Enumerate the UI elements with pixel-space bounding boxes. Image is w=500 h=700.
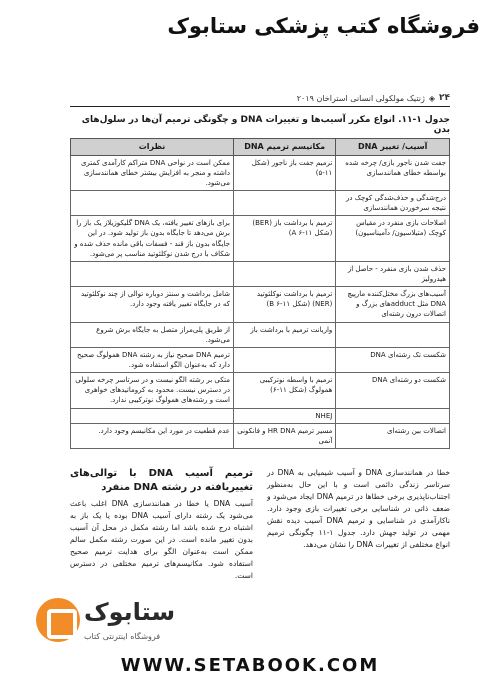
table-row <box>71 322 450 347</box>
table-caption: جدول ۱-۱۱. انواع مکرر آسیب‌ها و تغییرات DNA و چگونگی ترمیم آن‌ها در سلول‌های بدن <box>81 115 450 135</box>
header-divider <box>70 106 450 107</box>
cell-damage-type: آسیب‌های بزرگ مختل‌کننده مارپیچ DNA مثل adduct‌های بزرگ و اتصالات درون رشته‌ای <box>336 287 450 322</box>
setabook-logo <box>36 598 176 648</box>
cell-mechanism <box>233 347 335 372</box>
book-page <box>70 93 450 582</box>
table-row <box>71 261 450 286</box>
body-paragraph: خطا در همانندسازی DNA و آسیب شیمیایی به DNA در سرتاسر زندگی دائمی است و با این حال به‌منظور اجتناب‌ناپذیری برخی خطاها در ترمیم DNA ایجاد می‌شود و ضعف ذاتی در شناسایی برخی تغییرات بازی وجود دارد. ناکارآمدی در شناسایی و ترمیم DNA آسیب دیده نقش مهمی در تولید جهش دارد. جدول ۱-۱۱ چگونگی ترمیم انواع مختلفی از تغییرات DNA را نشان می‌دهد. <box>267 467 451 549</box>
cell-mechanism: NHEJ <box>233 408 335 423</box>
table-row <box>71 287 450 322</box>
cell-damage-type: اصلاحات بازی منفرد در مقیاس کوچک (متیلاسیون/ دآمیناسیون) <box>336 216 450 262</box>
body-text <box>70 467 450 582</box>
cell-notes: ممکن است در نواحی DNA متراکم کارآمدی کمتری داشته و منجر به افزایش بیشتر خطای همانندسازی می‌شود. <box>71 155 234 190</box>
cell-notes: ترمیم DNA صحیح نیاز به رشته DNA همولوگ صحیح دارد که به‌عنوان الگو استفاده شود. <box>71 347 234 372</box>
body-column-left <box>70 467 253 582</box>
cell-damage-type: حذف شدن بازی منفرد - حاصل از هیدرولیز <box>336 261 450 286</box>
table-row <box>71 155 450 190</box>
section-heading: ترمیم آسیب DNA با توالی‌های تغییریافته در رشته DNA منفرد <box>70 467 253 493</box>
cell-notes: عدم قطعیت در مورد این مکانیسم وجود دارد. <box>71 423 234 448</box>
cell-damage-type <box>336 322 450 347</box>
cell-notes: از طریق پلی‌مراز متصل به جایگاه برش شروع می‌شود. <box>71 322 234 347</box>
cell-notes <box>71 408 234 423</box>
cell-damage-type <box>336 408 450 423</box>
cell-notes <box>71 261 234 286</box>
site-url: WWW.SETABOOK.COM <box>120 655 380 676</box>
cell-mechanism: ترمیم با برداشت باز (BER) (شکل ۱۱-۶ A) <box>233 216 335 262</box>
header-notes: نظرات <box>71 139 234 156</box>
body-column-right <box>267 467 450 582</box>
header-mechanism: مکانیسم ترمیم DNA <box>233 139 335 156</box>
logo-tagline: فروشگاه اینترنتی کتاب <box>84 632 161 641</box>
table-row <box>71 373 450 408</box>
cell-notes: برای بازهای تغییر یافته، یک DNA گلیکوزیلاز یک باز را برش می‌دهد تا جایگاه بدون باز تولید شود. در این جایگاه بدون باز قند - فسفات باقی مانده حذف شده و شکاف با درج شدن نوکلئوتید مناسب پر می‌شود. <box>71 216 234 262</box>
dna-repair-table <box>70 138 450 449</box>
book-badge-icon <box>36 598 80 642</box>
table-row <box>71 423 450 448</box>
cell-damage-type: درج‌شدگی و حذف‌شدگی کوچک در نتیجه سرخوردن همانندسازی <box>336 191 450 216</box>
table-row <box>71 408 450 423</box>
cell-mechanism: مسیر ترمیم HR DNA و فانکونی آنمی <box>233 423 335 448</box>
cell-damage-type: شکست تک رشته‌ای DNA <box>336 347 450 372</box>
header-damage-type: آسیب/ تغییر DNA <box>336 139 450 156</box>
cell-notes: شامل برداشت و سنتز دوباره توالی از چند نوکلئوتید که در جایگاه تغییر یافته وجود دارد. <box>71 287 234 322</box>
table-header-row <box>71 139 450 156</box>
cell-damage-type: جفت شدن ناجور بازی/ چرخه شده بواسطه خطای همانندسازی <box>336 155 450 190</box>
cell-damage-type: اتصالات بین رشته‌ای <box>336 423 450 448</box>
cell-mechanism <box>233 261 335 286</box>
cell-mechanism <box>233 191 335 216</box>
page-number: ۲۴ <box>439 93 450 103</box>
diamond-icon: ◈ <box>428 93 435 103</box>
cell-notes: متکی بر رشته الگو نیست و در سرتاسر چرخه سلولی در دسترس نیست. محدود به کروماتیدهای خواهری است و رشته‌های همولوگ نوترکیبی ندارد. <box>71 373 234 408</box>
cell-mechanism: ترمیم با واسطه نوترکیبی همولوگ (شکل ۱۱-۶) <box>233 373 335 408</box>
table-row <box>71 191 450 216</box>
logo-wordmark: ستابوک <box>84 598 176 626</box>
cell-mechanism: ترمیم با برداشت نوکلئوتید (NER) (شکل ۱۱-۶ B) <box>233 287 335 322</box>
running-head <box>70 93 450 106</box>
store-title: فروشگاه کتب پزشکی ستابوک <box>167 14 480 38</box>
body-paragraph: آسیب DNA یا خطا در همانندسازی DNA اغلب باعث می‌شود یک رشته دارای آسیب DNA بوده یا یک باز به اشتباه درج شده باشد اما رشته مکمل در محل آن آسیب بدون تغییر مانده است. در این صورت رشته مکمل سالم ممکن است به‌عنوان الگو برای هدایت ترمیم صحیح استفاده شود. مکانیسم‌های ترمیم مختلفی در دسترس است. <box>70 498 253 580</box>
cell-mechanism: واریانت ترمیم با برداشت باز <box>233 322 335 347</box>
cell-mechanism: ترمیم جفت باز ناجور (شکل ۱۱-۵) <box>233 155 335 190</box>
table-row <box>71 347 450 372</box>
book-title: ژنتیک مولکولی انسانی استراخان ۲۰۱۹ <box>296 93 425 103</box>
cell-damage-type: شکست دو رشته‌ای DNA <box>336 373 450 408</box>
cell-notes <box>71 191 234 216</box>
table-row <box>71 216 450 262</box>
